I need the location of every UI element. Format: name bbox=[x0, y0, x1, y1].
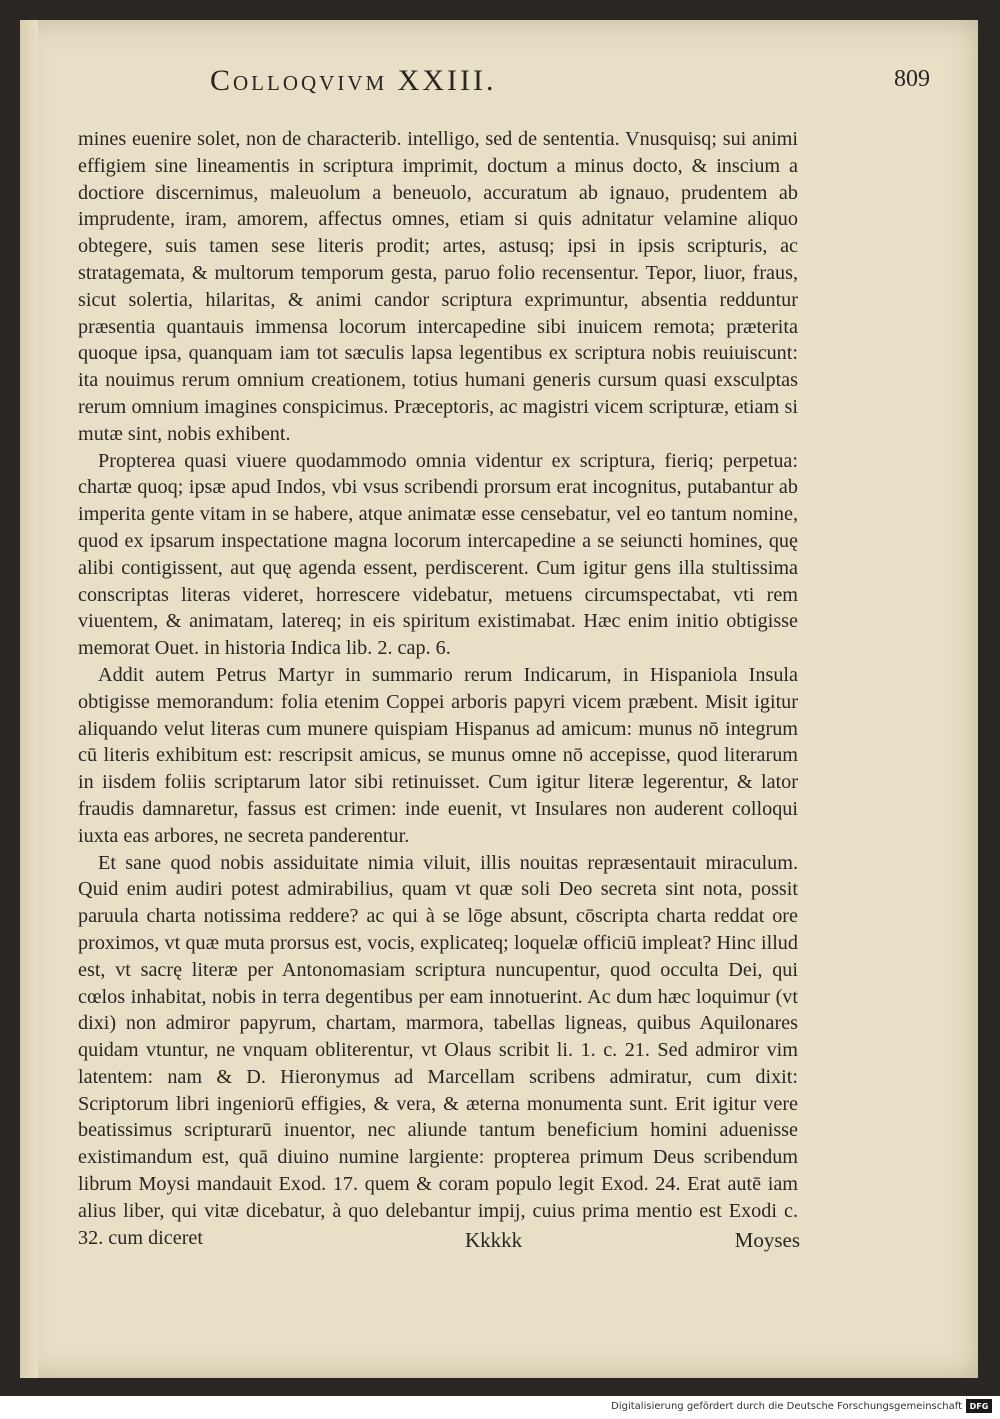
digitization-note: Digitalisierung gefördert durch die Deutsche Forschungsgemeinschaft bbox=[611, 1401, 962, 1412]
page-number: 809 bbox=[894, 66, 930, 92]
page-gutter bbox=[20, 20, 38, 1378]
dfg-logo-icon: DFG bbox=[966, 1399, 992, 1413]
body-text bbox=[78, 126, 798, 1251]
signature-mark: Kkkkk bbox=[465, 1228, 523, 1252]
page-foot bbox=[100, 1228, 800, 1258]
running-title: Colloqvivm XXIII. bbox=[210, 64, 497, 97]
paragraph-1: mines euenire solet, non de characterib. intelligo, sed de sententia. Vnusquisq; sui animi effigiem sine lineamentis in scriptura imprimit, doctum a minus docto, & inscium a doctiore discernimus, maleuolum a beneuolo, accuratum ab ignauo, prudentem ab imprudente, iram, amorem, affectus omnes, etiam si quis adnitatur velamine aliquo obtegere, suis tamen sese literis prodit; artes, astusq; ipsi in ipsis scripturis, ac stratagemata, & multorum temporum gesta, paruo folio recensentur. Tepor, liuor, fraus, sicut solertia, hilaritas, & animi candor scriptura exprimuntur, absentia redduntur præsentia quantauis immensa locorum intercapedine sibi inuicem remota; præterita quoque ipsa, quanquam iam tot sæculis lapsa legentibus ex scriptura nobis reuiuiscunt: ita nouimus rerum omnium creationem, totius humani generis cursum quasi exsculptas rerum omnium imagines conspicimus. Præceptoris, ac magistri vicem scripturæ, etiam si mutæ sint, nobis exhibent. bbox=[78, 128, 798, 445]
paragraph-3: Addit autem Petrus Martyr in summario rerum Indicarum, in Hispaniola Insula obtigisse memorandum: folia etenim Coppei arboris papyri vicem præbent. Misit igitur aliquando velut literas cum munere quispiam Hispanus ad amicum: munus nō integrum cū literis exhibitum est: rescripsit amicus, se munus omne nō accepisse, quod literarum in iisdem foliis scriptarum lator sibi retinuisset. Cum igitur literæ legerentur, & lator fraudis damnaretur, fassus est crimen: inde euenit, vt Insulares non auderent colloqui iuxta eas arbores, ne secreta panderentur. bbox=[78, 663, 798, 847]
catchword: Moyses bbox=[734, 1228, 800, 1252]
page-header bbox=[180, 62, 940, 102]
paragraph-4: Et sane quod nobis assiduitate nimia viluit, illis nouitas repræsentauit miraculum. Quid enim audiri potest admirabilius, quam vt quæ soli Deo secreta sint nota, possit paruula charta notissima reddere? ac qui à se lōge absunt, cōscripta charta reddat ore proximos, vt quæ muta prorsus est, vocis, explicateq; loquelæ officiū impleat? Hinc illud est, vt sacrę literæ per Antonomasiam scriptura nuncupentur, quod occulta Dei, qui cœlos inhabitat, nobis in terra degentibus per eam innotuerint. Ac dum hæc loquimur (vt dixi) non admiror papyrum, chartam, marmora, tabellas ligneas, quibus Aquilonares quidam vtuntur, ne vnquam obliterentur, vt Olaus scribit li. 1. c. 21. Sed admiror vim latentem: nam & D. Hieronymus ad Marcellam scribens admiratur, cum dixit: Scriptorum libri ingeniorū effigies, & vera, & æterna monumenta sunt. Erit igitur vere beatissimus scripturarū inuentor, nec aliunde tantum beneficium homini aduenisse existimandum est, quā diuino numine largiente: propterea primum Deus scribendum librum Moysi mandauit Exod. 17. quem & coram populo legit Exod. 24. Erat autē iam alius liber, qui vitæ dicebatur, à quo delebantur impij, cuius prima mentio est Exodi c. 32. cum diceret bbox=[78, 851, 798, 1249]
paragraph-2: Propterea quasi viuere quodammodo omnia videntur ex scriptura, fieriq; perpetua: chartæ quoq; ipsæ apud Indos, vbi vsus scribendi prorsum erat incognitus, putabantur ab imperita gente vitam in se habere, atque animatæ esse censebatur, vel eo tantum nomine, quod ex ipsarum inspectatione magna locorum intercapedine a se seiuncti homines, quę alibi contigissent, aut quę agenda essent, perdiscerent. Cum igitur gens illa stultissima conscriptas literas videret, horrescere videbatur, metuens circumspectabat, vti rem viuentem, & animatam, latereq; in eis spiritum existimabat. Hæc enim initio obtigisse memorat Ouet. in historia Indica lib. 2. cap. 6. bbox=[78, 449, 798, 660]
digitization-footer bbox=[0, 1396, 1000, 1419]
